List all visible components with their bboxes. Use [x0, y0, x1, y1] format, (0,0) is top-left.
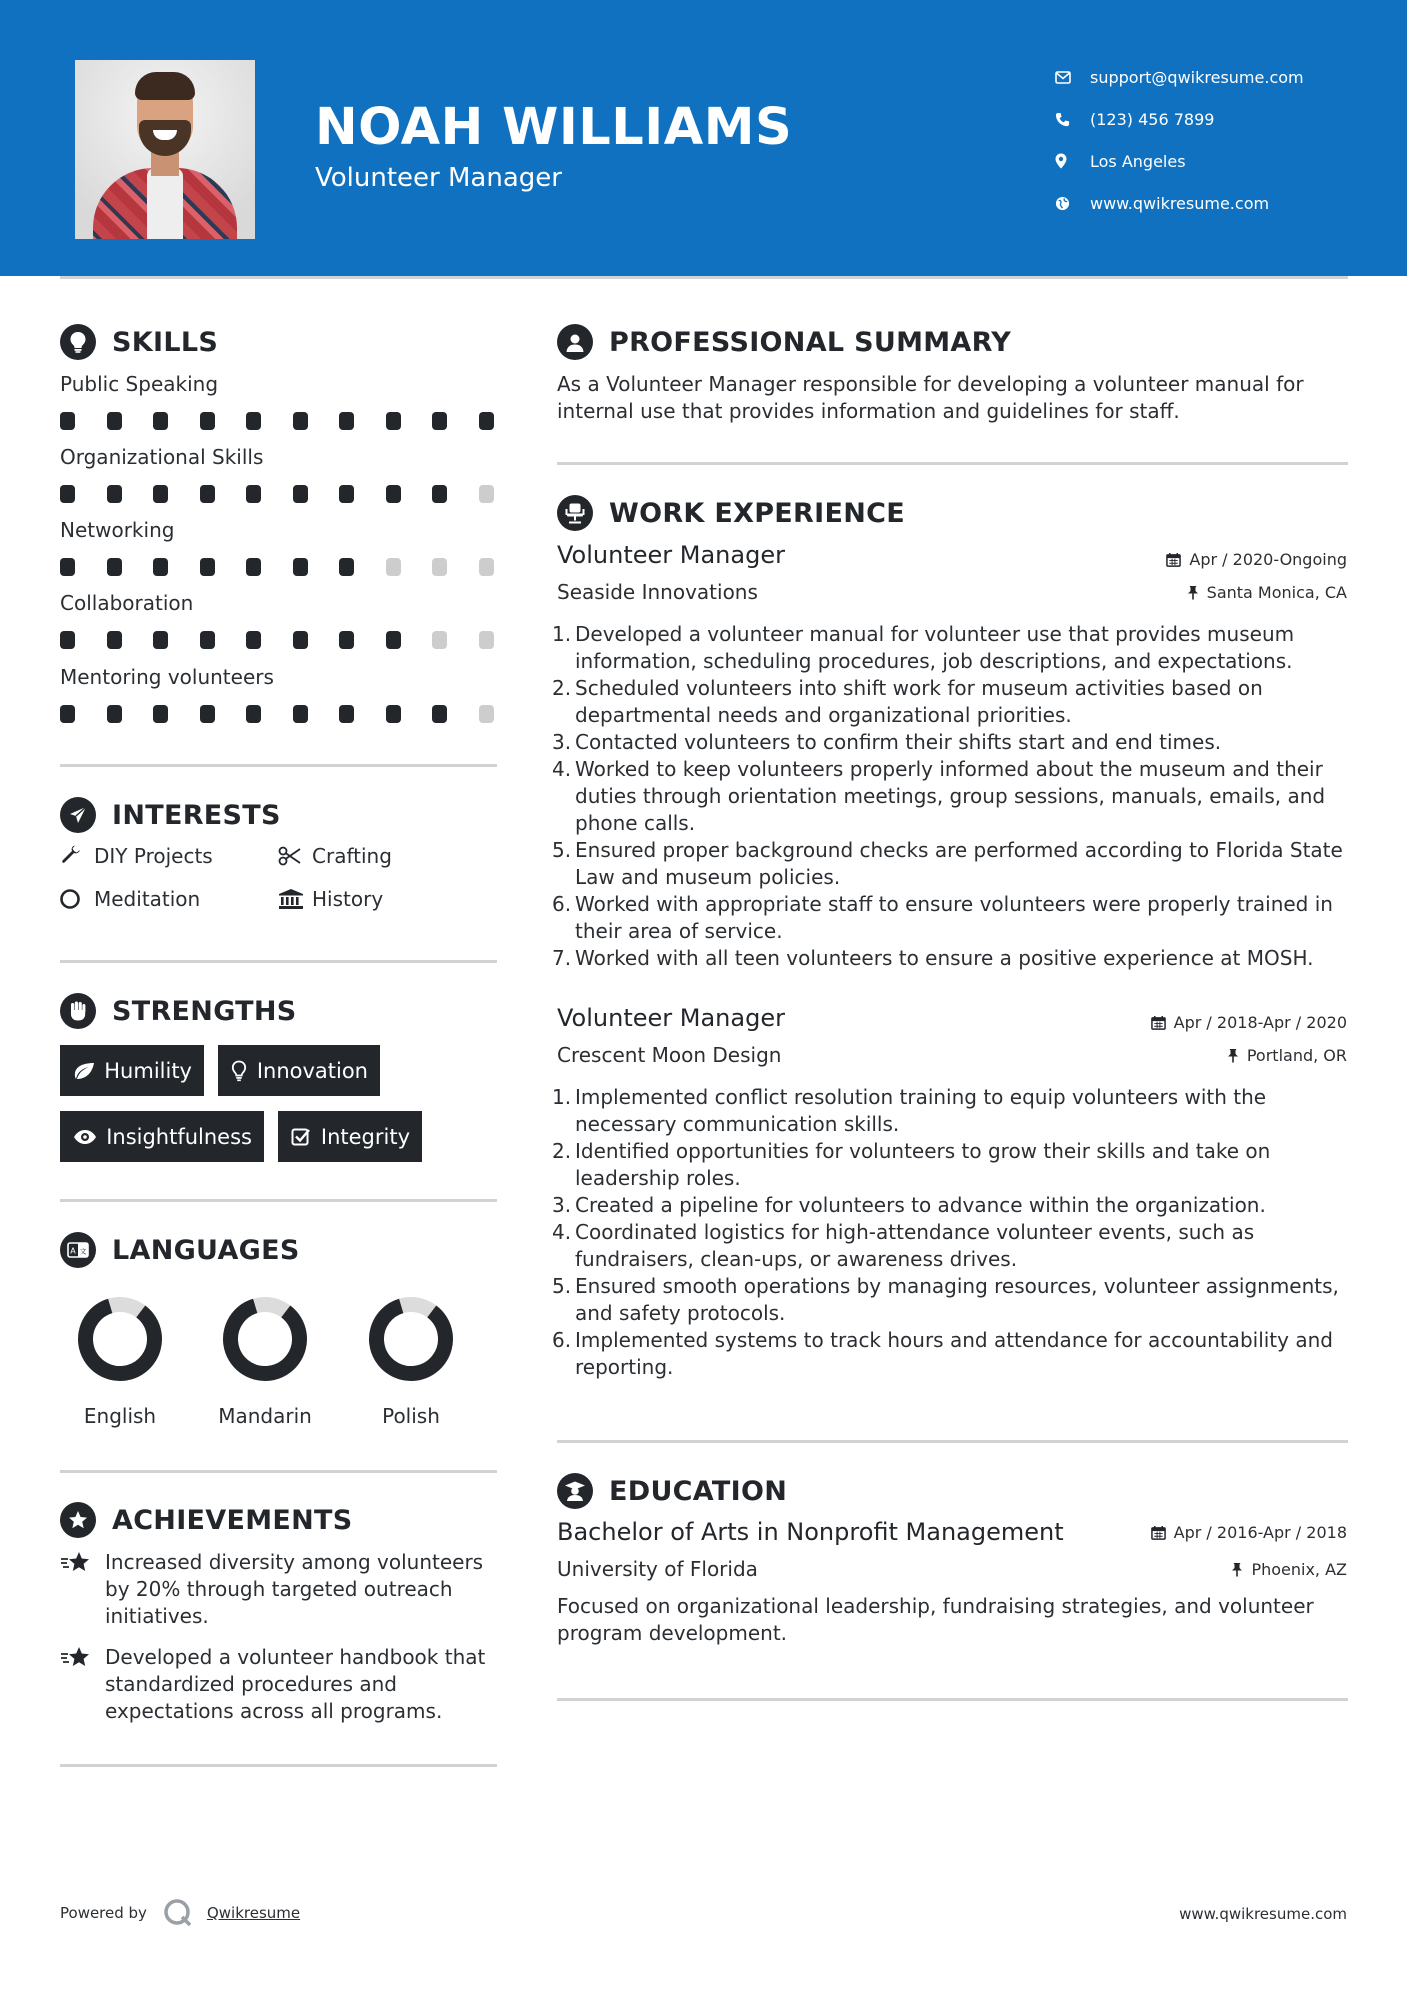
skill-rating-dot	[432, 705, 447, 723]
language-item: Polish	[341, 1296, 481, 1428]
contact-location: Los Angeles	[1055, 140, 1385, 182]
list-item: 1. Implemented conflict resolution training to equip volunteers with the necessary communication skills.	[552, 1085, 1267, 1136]
skill-rating	[60, 631, 500, 651]
skill-rating-dot	[107, 412, 122, 430]
language-icon	[60, 1232, 96, 1268]
section-divider	[60, 1199, 497, 1202]
section-divider	[60, 1764, 497, 1767]
job-location: Santa Monica, CA	[1187, 583, 1347, 602]
skill-rating-dot	[107, 485, 122, 503]
strengths-heading: STRENGTHS	[60, 993, 297, 1029]
education-location: Phoenix, AZ	[1231, 1560, 1347, 1579]
section-divider	[557, 1698, 1348, 1701]
list-item: 1. Developed a volunteer manual for volunteer use that provides museum information, scheduling procedures, job descriptions, and expectations.	[552, 622, 1295, 673]
skill-rating-dot	[200, 631, 215, 649]
skill-rating-dot	[200, 412, 215, 430]
skill-rating-dot	[107, 631, 122, 649]
degree-title: Bachelor of Arts in Nonprofit Management	[557, 1518, 1064, 1546]
skill-rating-dot	[107, 558, 122, 576]
language-item: English	[50, 1296, 190, 1428]
strength-tag: Innovation	[218, 1045, 380, 1096]
fist-icon	[60, 993, 96, 1029]
check-square-icon	[290, 1127, 313, 1147]
list-item: 5. Ensured smooth operations by managing resources, volunteer assignments, and safety protocols.	[552, 1274, 1339, 1325]
skill-rating-dot	[386, 631, 401, 649]
skill-rating-dot	[479, 412, 494, 430]
list-item: 6. Worked with appropriate staff to ensure volunteers were properly trained in their area of service.	[552, 892, 1333, 943]
skill-rating-dot	[60, 558, 75, 576]
language-proficiency-ring	[368, 1296, 454, 1382]
calendar-icon	[1151, 1525, 1166, 1540]
pushpin-icon	[1187, 585, 1199, 600]
svg-text:文: 文	[79, 1247, 87, 1256]
qwikresume-link[interactable]: Qwikresume	[206, 1904, 301, 1922]
skill-rating-dot	[293, 705, 308, 723]
skill-rating-dot	[432, 485, 447, 503]
strength-tag: Humility	[60, 1045, 204, 1096]
resume-header	[0, 0, 1407, 276]
office-chair-icon	[557, 495, 593, 531]
job-company: Crescent Moon Design	[557, 1043, 782, 1067]
skill-rating-dot	[246, 412, 261, 430]
interests-heading: INTERESTS	[60, 797, 281, 833]
job-bullets	[552, 1084, 1352, 1381]
skills-heading: SKILLS	[60, 324, 218, 360]
section-divider	[60, 764, 497, 767]
qwikresume-logo-icon	[163, 1898, 193, 1928]
globe-icon	[1055, 196, 1090, 211]
skill-rating-dot	[60, 485, 75, 503]
skill-rating	[60, 412, 500, 432]
skill-rating-dot	[432, 412, 447, 430]
paper-plane-icon	[60, 797, 96, 833]
skill-rating-dot	[153, 705, 168, 723]
achievement-item: Increased diversity among volunteers by 20% through targeted outreach initiatives.	[60, 1549, 500, 1630]
list-item: 2. Scheduled volunteers into shift work for museum activities based on departmental needs and organizational priorities.	[552, 676, 1263, 727]
language-item: Mandarin	[195, 1296, 335, 1428]
skill-rating-dot	[339, 558, 354, 576]
education-description: Focused on organizational leadership, fundraising strategies, and volunteer program development.	[557, 1594, 1314, 1645]
skill-rating-dot	[386, 412, 401, 430]
header-divider	[60, 276, 1348, 279]
strength-tag: Integrity	[278, 1111, 422, 1162]
skill-rating-dot	[386, 705, 401, 723]
skill-rating-dot	[293, 558, 308, 576]
skill-item: Public Speaking	[60, 372, 500, 432]
lightbulb-icon	[60, 324, 96, 360]
strength-tag: Insightfulness	[60, 1111, 264, 1162]
list-item: 3. Created a pipeline for volunteers to advance within the organization.	[552, 1193, 1266, 1217]
list-item: 4. Coordinated logistics for high-attendance volunteer events, such as fundraisers, clean-ups, or awareness drives.	[552, 1220, 1255, 1271]
skill-rating-dot	[386, 558, 401, 576]
candidate-name: NOAH WILLIAMS	[315, 98, 793, 157]
language-proficiency-ring	[77, 1296, 163, 1382]
lightbulb-icon	[230, 1060, 249, 1082]
graduate-icon	[557, 1473, 593, 1509]
envelope-icon	[1055, 71, 1090, 84]
contact-list	[1055, 56, 1385, 224]
skill-rating-dot	[432, 558, 447, 576]
skill-rating-dot	[200, 485, 215, 503]
list-item: 3. Contacted volunteers to confirm their shifts start and end times.	[552, 730, 1222, 754]
skill-rating-dot	[246, 705, 261, 723]
section-divider	[557, 462, 1348, 465]
experience-heading: WORK EXPERIENCE	[557, 495, 905, 531]
contact-phone[interactable]: (123) 456 7899	[1055, 98, 1385, 140]
star-badge-icon	[60, 1502, 96, 1538]
skill-rating-dot	[386, 485, 401, 503]
job-company: Seaside Innovations	[557, 580, 758, 604]
skill-rating-dot	[246, 485, 261, 503]
list-item: 4. Worked to keep volunteers properly informed about the museum and their duties through orientation meetings, group sessions, manuals, emails, and phone calls.	[552, 757, 1326, 835]
job-date: Apr / 2018-Apr / 2020	[1151, 1013, 1347, 1032]
user-icon	[557, 324, 593, 360]
scissors-icon	[278, 846, 312, 866]
school-name: University of Florida	[557, 1557, 758, 1581]
skill-rating	[60, 705, 500, 725]
list-item: 2. Identified opportunities for volunteers to grow their skills and take on leadership roles.	[552, 1139, 1271, 1190]
pushpin-icon	[1227, 1048, 1239, 1063]
star-icon	[60, 1549, 105, 1630]
wrench-icon	[60, 845, 94, 867]
calendar-icon	[1151, 1015, 1166, 1030]
skill-rating-dot	[339, 485, 354, 503]
skill-rating-dot	[293, 631, 308, 649]
skill-item: Networking	[60, 518, 500, 578]
job-bullets	[552, 621, 1352, 972]
footer-website[interactable]: www.qwikresume.com	[1179, 1905, 1347, 1923]
interest-item: Meditation	[60, 887, 200, 911]
skill-rating-dot	[153, 558, 168, 576]
list-item: 6. Implemented systems to track hours and attendance for accountability and reporting.	[552, 1328, 1333, 1379]
skill-rating-dot	[200, 705, 215, 723]
achievement-item: Developed a volunteer handbook that standardized procedures and expectations across all programs.	[60, 1644, 500, 1725]
skill-rating-dot	[339, 631, 354, 649]
bank-icon	[278, 888, 312, 910]
job-location: Portland, OR	[1227, 1046, 1347, 1065]
skill-rating-dot	[339, 412, 354, 430]
education-heading: EDUCATION	[557, 1473, 787, 1509]
skill-rating-dot	[479, 485, 494, 503]
skill-item: Mentoring volunteers	[60, 665, 500, 725]
skill-item: Collaboration	[60, 591, 500, 651]
contact-email[interactable]: support@qwikresume.com	[1055, 56, 1385, 98]
job-title: Volunteer Manager	[557, 541, 785, 569]
skill-rating-dot	[479, 558, 494, 576]
summary-text: As a Volunteer Manager responsible for developing a volunteer manual for internal use that provides information and guidelines for staff.	[557, 372, 1304, 423]
star-icon	[60, 1644, 105, 1725]
skill-rating-dot	[432, 631, 447, 649]
leaf-icon	[72, 1062, 96, 1080]
skill-rating-dot	[153, 631, 168, 649]
skill-rating-dot	[107, 705, 122, 723]
skill-rating-dot	[200, 558, 215, 576]
list-item: 5. Ensured proper background checks are performed according to Florida State Law and museum policies.	[552, 838, 1343, 889]
location-pin-icon	[1055, 153, 1090, 169]
profile-photo	[75, 60, 255, 239]
achievements-heading: ACHIEVEMENTS	[60, 1502, 353, 1538]
language-proficiency-ring	[222, 1296, 308, 1382]
section-divider	[60, 960, 497, 963]
list-item: 7. Worked with all teen volunteers to ensure a positive experience at MOSH.	[552, 946, 1314, 970]
job-title: Volunteer Manager	[557, 1004, 785, 1032]
skill-rating-dot	[339, 705, 354, 723]
summary-heading: PROFESSIONAL SUMMARY	[557, 324, 1011, 360]
skill-rating-dot	[60, 631, 75, 649]
skill-rating-dot	[479, 705, 494, 723]
interest-item: History	[278, 887, 383, 911]
skill-rating-dot	[60, 412, 75, 430]
skill-rating-dot	[293, 412, 308, 430]
interest-item: Crafting	[278, 844, 392, 868]
footer-powered-by: Powered by Qwikresume	[60, 1898, 300, 1928]
eye-icon	[72, 1129, 98, 1145]
languages-heading: A 文 LANGUAGES	[60, 1232, 300, 1268]
skill-rating-dot	[153, 485, 168, 503]
skill-item: Organizational Skills	[60, 445, 500, 505]
contact-website[interactable]: www.qwikresume.com	[1055, 182, 1385, 224]
skill-rating-dot	[60, 705, 75, 723]
skill-rating-dot	[293, 485, 308, 503]
skill-rating-dot	[479, 631, 494, 649]
candidate-role: Volunteer Manager	[315, 163, 562, 193]
phone-icon	[1055, 112, 1090, 127]
skill-rating-dot	[246, 558, 261, 576]
pushpin-icon	[1231, 1562, 1243, 1577]
calendar-icon	[1166, 552, 1181, 567]
skill-rating-dot	[153, 412, 168, 430]
svg-text:A: A	[70, 1246, 76, 1256]
skill-rating	[60, 558, 500, 578]
circle-icon	[60, 888, 94, 910]
skill-rating-dot	[246, 631, 261, 649]
job-date: Apr / 2020-Ongoing	[1166, 550, 1347, 569]
section-divider	[557, 1440, 1348, 1443]
section-divider	[60, 1470, 497, 1473]
education-date: Apr / 2016-Apr / 2018	[1151, 1523, 1347, 1542]
skill-rating	[60, 485, 500, 505]
interest-item: DIY Projects	[60, 844, 213, 868]
